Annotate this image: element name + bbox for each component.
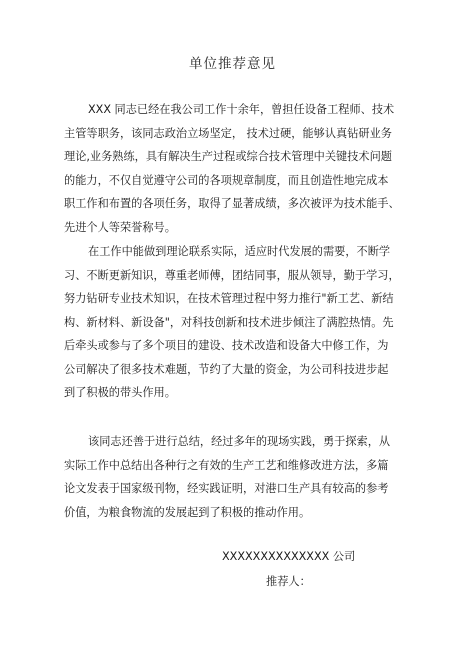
- paragraph-line: 主管等职务，该同志政治立场坚定， 技术过硬，能够认真钻研业务: [64, 126, 392, 140]
- paragraph-line: 的能力，不仅自觉遵守公司的各项规章制度，而且创造性地完成本: [64, 173, 389, 187]
- paragraph-line: 理论,业务熟练，具有解决生产过程或综合技术管理中关键技术问题: [64, 150, 392, 163]
- paragraph-3: [64, 430, 394, 524]
- company-signature: XXXXXXXXXXXXXX 公司: [222, 550, 356, 563]
- recommender-label: 推荐人：: [266, 575, 311, 588]
- paragraph-2: [64, 240, 400, 405]
- paragraph-line: 后牵头或参与了多个项目的建设、技术改造和设备大中修工作，为: [64, 339, 389, 352]
- paragraph-line: 价值，为粮食物流的发展起到了积极的推动作用。: [64, 505, 311, 519]
- paragraph-line: 在工作中能做到理论联系实际，适应时代发展的需要，不断学: [88, 245, 391, 258]
- paragraph-line: 构、新材料、新设备"，对科技创新和技术进步倾注了满腔热情。先: [64, 315, 394, 329]
- paragraph-1: [64, 98, 400, 239]
- document-title: 单位推荐意见: [189, 56, 276, 72]
- paragraph-line: XXX 同志已经在我公司工作十余年，曾担任设备工程师、技术: [88, 103, 395, 116]
- paragraph-line: 该同志还善于进行总结，经过多年的现场实践，勇于探索，从: [88, 435, 391, 448]
- paragraph-line: 论文发表于国家级刊物，经实践证明，对港口生产具有较高的参考: [64, 482, 389, 495]
- paragraph-line: 公司解决了很多技术难题，节约了大量的资金，为公司科技进步起: [64, 362, 389, 376]
- paragraph-line: 努力钻研专业技术知识，在技术管理过程中努力推行"新工艺、新结: [64, 292, 394, 305]
- paragraph-line: 先进个人等荣誉称号。: [64, 220, 176, 234]
- paragraph-line: 习、不断更新知识，尊重老师傅，团结同事，服从领导，勤于学习，: [64, 268, 400, 282]
- paragraph-line: 实际工作中总结出各种行之有效的生产工艺和维修改进方法，多篇: [64, 458, 389, 472]
- paragraph-line: 职工作和布置的各项任务，取得了显著成绩，多次被评为技术能手、: [64, 197, 400, 210]
- paragraph-line: 到了积极的带头作用。: [64, 386, 176, 399]
